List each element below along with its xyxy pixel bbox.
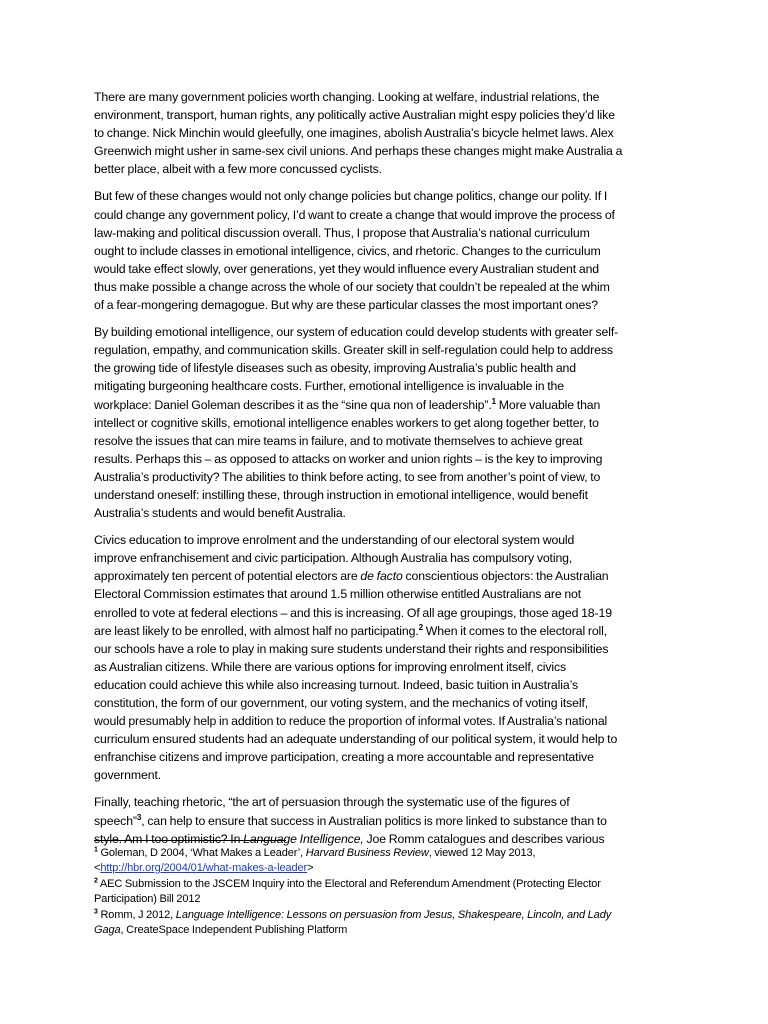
footnote-1-text-a: Goleman, D 2004, ‘What Makes a Leader’, [97, 847, 306, 859]
footnote-3-text-b: , CreateSpace Independent Publishing Platform [120, 924, 348, 936]
paragraph-5-text-c: Joe Romm catalogues and describes various [363, 831, 605, 846]
paragraph-4-italic: de facto [360, 569, 403, 584]
footnote-1-italic: Harvard Business Review [305, 847, 429, 859]
footnote-2-text: AEC Submission to the JSCEM Inquiry into the Electoral and Referendum Amendment (Protecting Elector Participation) Bill 2012 [94, 878, 601, 905]
paragraph-2: But few of these changes would not only change policies but change politics, change our polity. If I could change any government policy, I’d want to create a change that would improve the process of law-making and political discussion overall. Thus, I propose that Australia’s national curriculum ought to include classes in emotional intelligence, civics, and rhetoric. Changes to the curriculum would take effect slowly, over generations, yet they would influence every Australian student and thus make possible a change across the whole of our society that couldn’t be repealed at the whim of a fear-mongering demagogue. But why are these particular classes the most important ones? [94, 189, 615, 313]
paragraph-5-text-a: Finally, teaching rhetoric, “the art of persuasion through the systematic use of the figures of speech” [94, 795, 570, 828]
paragraph-5-italic: Language Intelligence, [243, 831, 364, 846]
paragraph-3-text-a: By building emotional intelligence, our system of education could develop students with greater self- regulation, empathy, and communication skills. Greater skill in self-regulation could help to address the growing tide of lifestyle diseases such as obesity, improving Australia’s public health and mitigating burgeoning healthcare costs. Further, emotional intelligence is invaluable in the workplace: Daniel Goleman describes it as the “sine qua non of leadership”. [94, 325, 619, 412]
paragraph-4-text-c: When it comes to the electoral roll, our schools have a role to play in making sure students understand their rights and responsibilities as Australian citizens. While there are various options for improving enrolment itself, civics education could achieve this while also increasing turnout. Indeed, basic tuition in Australia’s constitution, the form of our government, our voting system, and the mechanics of voting itself, would presumably help in addition to reduce the proportion of informal votes. If Australia’s national curriculum ensured students had an adequate understanding of our political system, it would help to enfranchise citizens and improve participation, creating a more accountable and representative government. [94, 623, 618, 783]
footnote-1-link[interactable]: http://hbr.org/2004/01/what-makes-a-leader [100, 862, 308, 874]
footnote-1-text-c: > [307, 862, 314, 874]
footnotes [94, 846, 676, 939]
paragraph-1: There are many government policies worth changing. Looking at welfare, industrial relations, the environment, transport, human rights, any politically active Australian might espy policies they’d like to change. Nick Minchin would gleefully, one imagines, abolish Australia’s bicycle helmet laws. Alex Greenwich might usher in same-sex civil unions. And perhaps these changes might make Australia a better place, albeit with a few more concussed cyclists. [94, 90, 623, 177]
document-body [94, 88, 676, 857]
footnote-divider [94, 840, 286, 841]
paragraph-4-text-a: Civics education to improve enrolment and the understanding of our electoral system would improve enfranchisement and civic participation. Although Australia has compulsory voting, approximately ten percent of potential electors are [94, 533, 575, 584]
footnote-reference-2[interactable]: 2 [418, 622, 423, 632]
footnote-number-1: 1 [94, 846, 98, 854]
footnote-3-text-a: Romm, J 2012, [97, 909, 176, 921]
footnote-3-italic: Language Intelligence: Lessons on persuasion from Jesus, Shakespeare, Lincoln, and Lady Gaga [94, 909, 612, 936]
paragraph-4 [94, 531, 676, 784]
footnote-1-text-b: , viewed 12 May 2013, < [94, 847, 536, 874]
paragraph-3-text-b: More valuable than intellect or cognitive skills, emotional intelligence enables workers to get along together better, to resolve the issues that can mire teams in failure, and to motivate themselves to achieve great results. Perhaps this – as opposed to attacks on worker and union rights – is the key to improving Australia’s productivity? The abilities to think before acting, to see from another’s point of view, to understand oneself: instilling these, through instruction in emotional intelligence, would benefit Australia’s students and would benefit Australia. [94, 397, 603, 521]
footnote-2 [94, 877, 676, 907]
footnote-1 [94, 846, 676, 876]
footnote-number-2: 2 [94, 877, 98, 885]
paragraph-4-text-b: conscientious objectors: the Australian Electoral Commission estimates that around 1.5 million otherwise entitled Australians are not enrolled to vote at federal elections – and this is increasing. Of all age groupings, those aged 18-19 are least likely to be enrolled, with almost half no participating. [94, 569, 612, 638]
footnote-number-3: 3 [94, 908, 98, 916]
footnote-reference-1[interactable]: 1 [491, 396, 497, 406]
paragraph-5-text-b: , can help to ensure that success in Australian politics is more linked to substance than to style. Am I too optimistic? In [94, 813, 607, 846]
paragraph-3 [94, 323, 676, 522]
footnote-reference-3[interactable]: 3 [136, 812, 142, 822]
footnote-3 [94, 908, 676, 938]
